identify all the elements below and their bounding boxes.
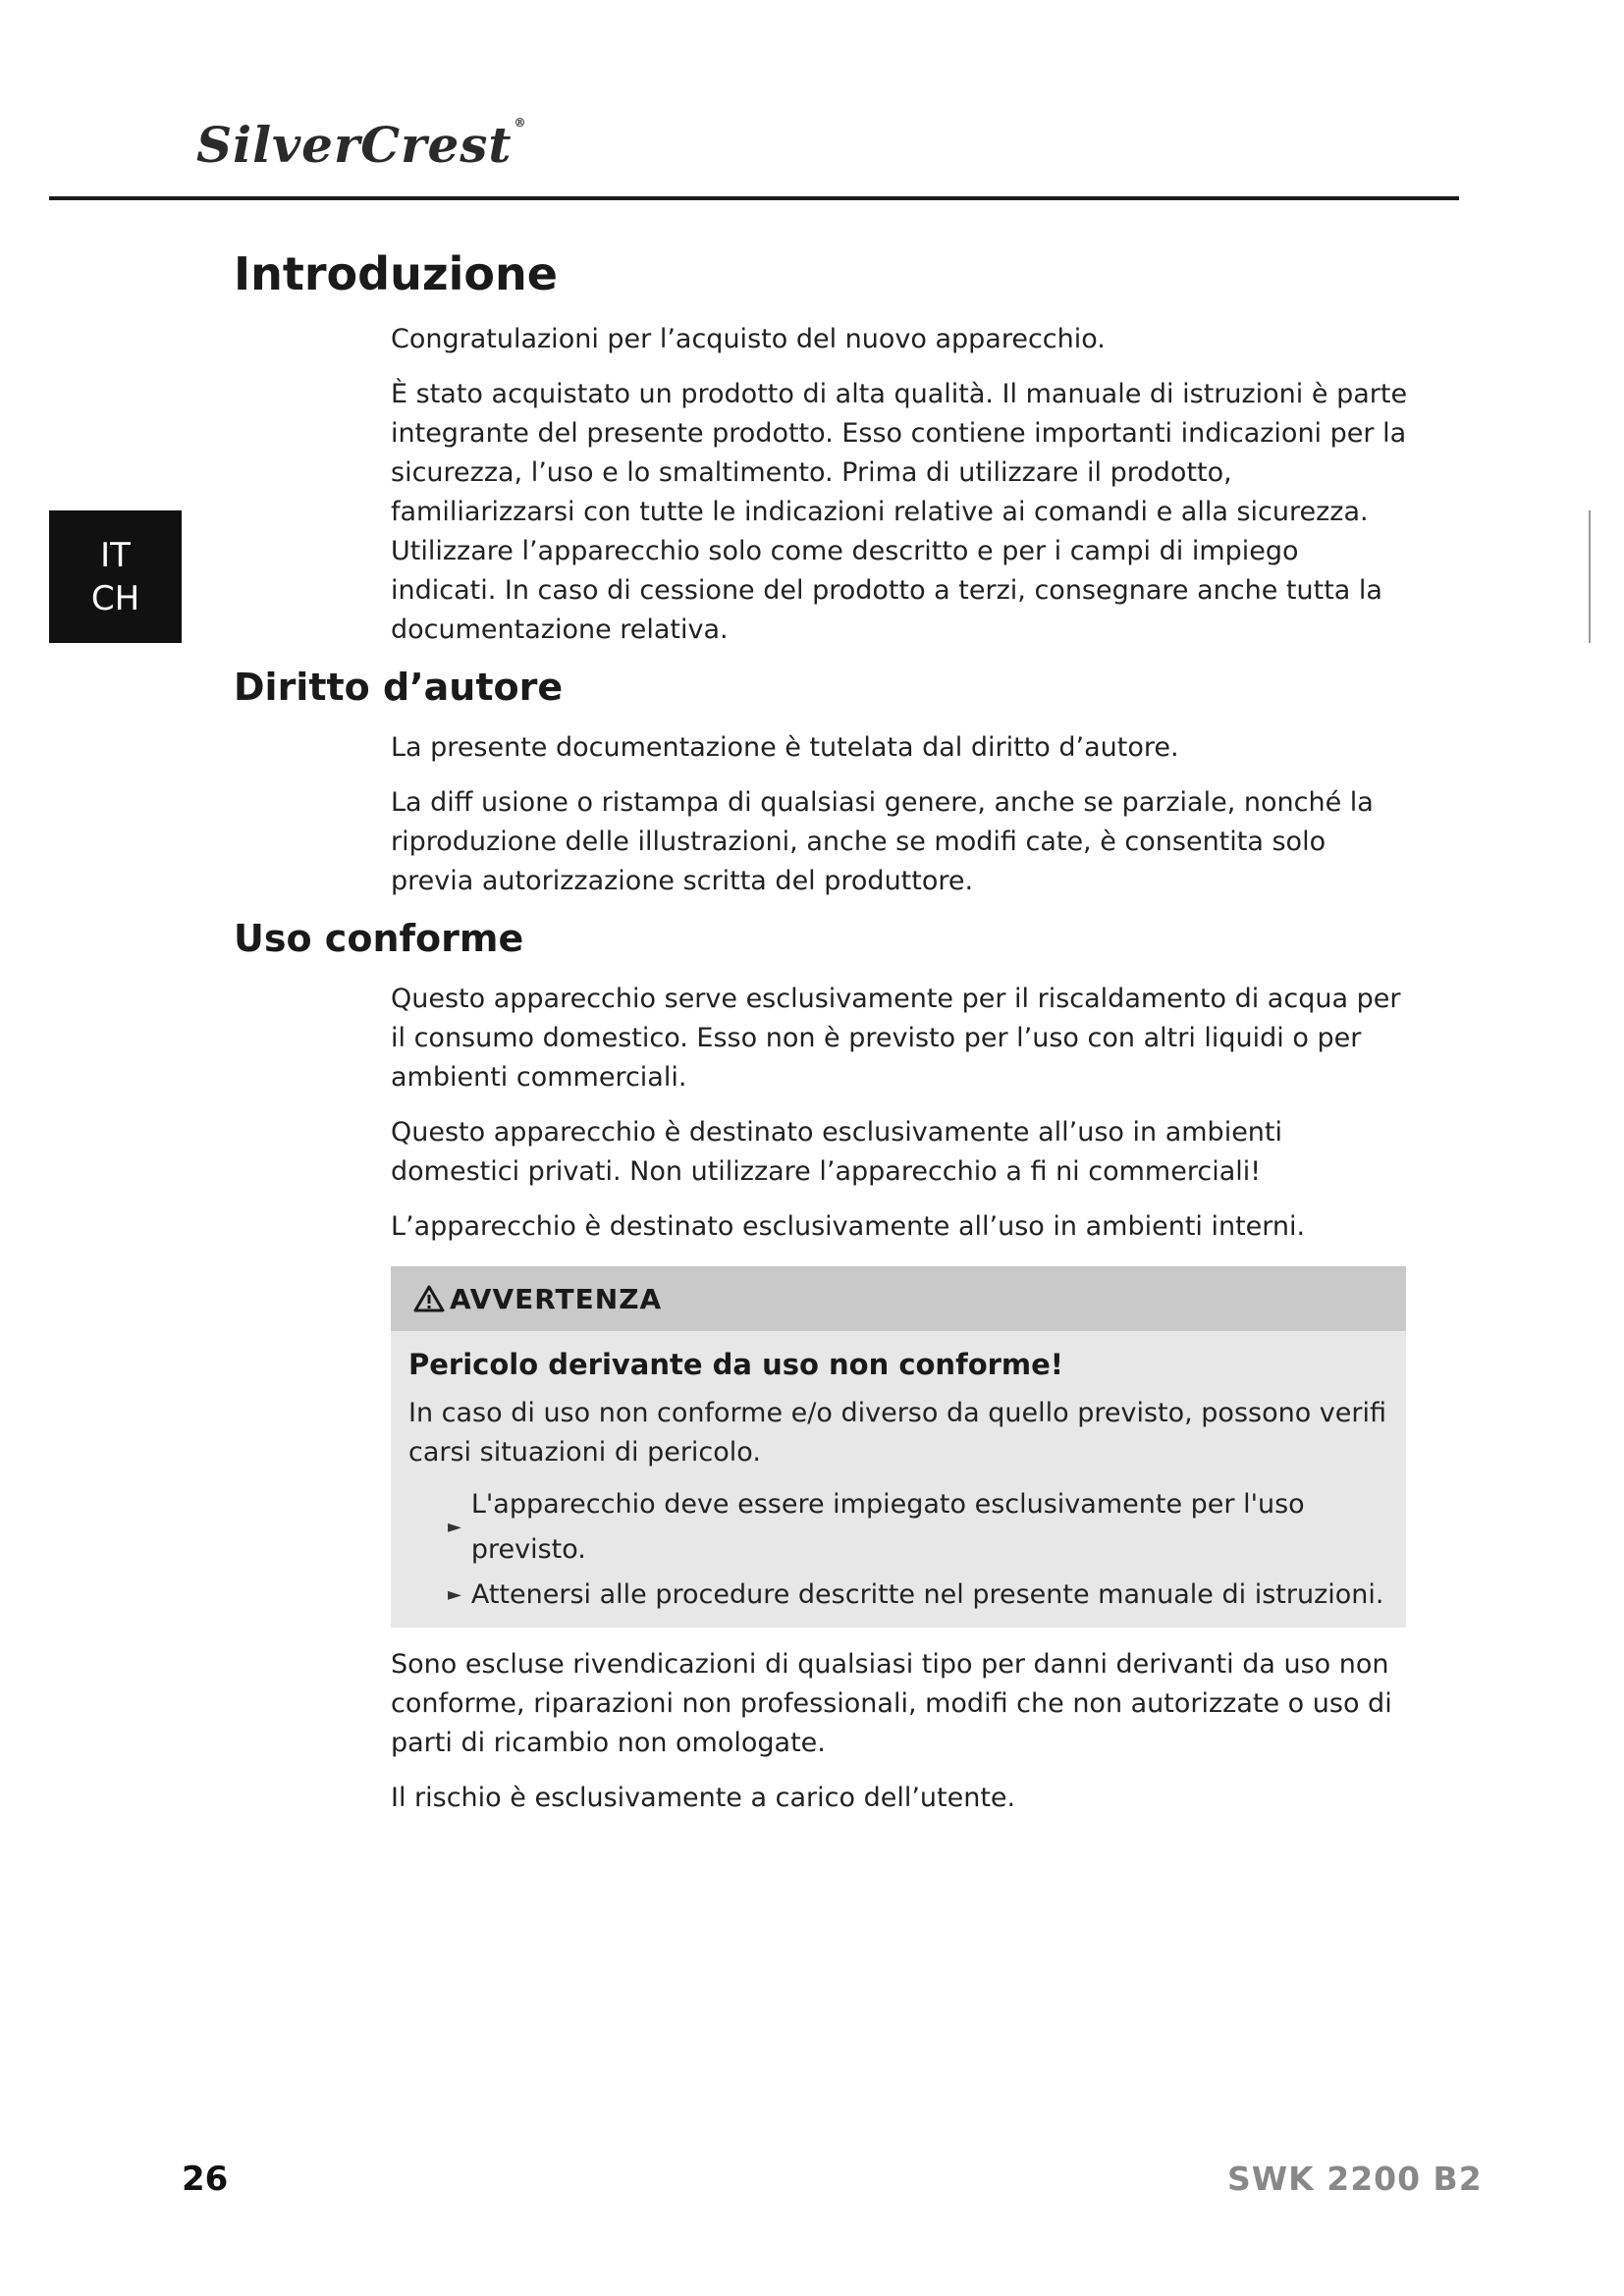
brand-logo: SilverCrest ® — [196, 116, 527, 174]
language-code-ch: CH — [90, 578, 140, 618]
intended-use-paragraph: Questo apparecchio serve esclusivamente per il riscaldamento di acqua per il consumo domestico. Esso non è previsto per l’uso con altri liquidi o per ambienti commerciali. — [391, 984, 1401, 1093]
intro-heading: Introduzione — [234, 247, 558, 300]
warning-triangle-icon — [412, 1284, 446, 1313]
warning-body — [391, 1331, 1406, 1628]
intro-paragraph: È stato acquistato un prodotto di alta qualità. Il manuale di istruzioni è parte integrante del presente prodotto. Esso contiene importanti indicazioni per la sicurezza, l’uso e lo smaltimento. Prima di utilizzare il prodotto, familiarizzarsi con tutte le indicazioni relative ai comandi e alla sicurezza. Utilizzare l’apparecchio solo come descritto e per i campi di impiego indicati. In caso di cessione del prodotto a terzi, consegnare anche tutta la documentazione relativa. — [391, 379, 1408, 645]
language-tab — [49, 510, 182, 643]
intended-use-paragraph: L’apparecchio è destinato esclusivamente all’uso in ambienti interni. — [391, 1211, 1306, 1242]
warning-list-item: ► Attenersi alle procedure descritte nel presente manuale di istruzioni. — [448, 1573, 1388, 1618]
copyright-paragraph: La diff usione o ristampa di qualsiasi genere, anche se parziale, nonché la riproduzione delle illustrazioni, anche se modifi cate, è consentita solo previa autorizzazione scritta del produttore. — [391, 787, 1374, 896]
intended-use-heading: Uso conforme — [234, 917, 524, 960]
copyright-body — [391, 728, 1412, 901]
warning-text: In caso di uso non conforme e/o diverso da quello previsto, possono verifi carsi situazioni di pericolo. — [408, 1398, 1387, 1468]
intended-use-paragraph: Il rischio è esclusivamente a carico dell’utente. — [391, 1783, 1016, 1813]
page-number: 26 — [182, 2160, 229, 2199]
intro-paragraph: Congratulazioni per l’acquisto del nuovo apparecchio. — [391, 324, 1106, 354]
warning-list — [448, 1482, 1388, 1618]
warning-title: Pericolo derivante da uso non conforme! — [408, 1348, 1064, 1381]
copyright-paragraph: La presente documentazione è tutelata dal diritto d’autore. — [391, 732, 1179, 763]
main-content — [234, 245, 1412, 1834]
model-name: SWK 2200 B2 — [1227, 2160, 1483, 2198]
intended-use-paragraph: Questo apparecchio è destinato esclusivamente all’uso in ambienti domestici privati. Non utilizzare l’apparecchio a fi ni commerciali! — [391, 1117, 1283, 1187]
warning-list-item: ► L'apparecchio deve essere impiegato esclusivamente per l'uso previsto. — [448, 1489, 1305, 1565]
warning-header — [391, 1266, 1406, 1331]
bullet-arrow-icon: ► — [448, 1584, 461, 1605]
edge-marker — [1589, 510, 1591, 643]
header-rule — [49, 196, 1459, 200]
bullet-arrow-icon: ► — [448, 1517, 461, 1537]
intended-use-body-continued — [391, 1645, 1412, 1818]
intended-use-body — [391, 980, 1412, 1247]
language-code-it: IT — [100, 535, 131, 575]
warning-label: AVVERTENZA — [450, 1282, 663, 1315]
intro-body — [391, 320, 1412, 650]
copyright-heading: Diritto d’autore — [234, 666, 564, 709]
warning-box — [391, 1266, 1406, 1628]
intended-use-paragraph: Sono escluse rivendicazioni di qualsiasi tipo per danni derivanti da uso non conforme, riparazioni non professionali, modifi che non autorizzate o uso di parti di ricambio non omologate. — [391, 1649, 1392, 1758]
